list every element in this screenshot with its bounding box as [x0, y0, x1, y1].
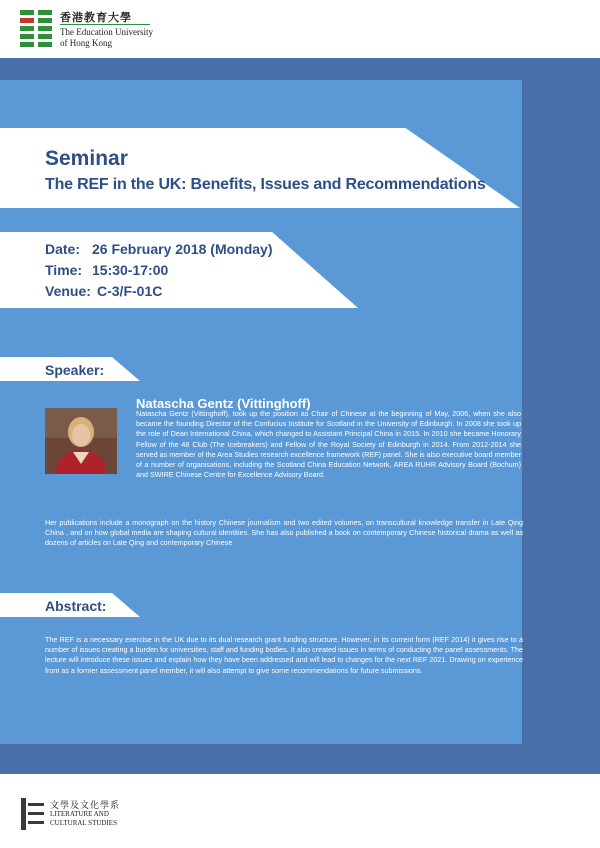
date-value: 26 February 2018 (Monday) — [92, 241, 273, 257]
speaker-bio: Natascha Gentz (Vittinghoff), took up the position as Chair of Chinese at the beginning of May, 2006, when she also became the founding Director of the Confucius Institute for Scotland in the University of Edinburgh. In 2008 she took up the role of Dean International China, which changed to Assistant Principal China in 2015. In 2010 she became Honorary Fellow of the 48 Club (The Icebreakers) and Fellow of the Royal Society of Edinburgh in 2014. From 2012-2014 she served as member of the Area Studies research excellence framework (REF) panel. She is also executive board member of a number of organisations, including the Scotland China Education Network, AREA RUHR Advisory Board (Bochum) and SWIRE Chinese Centre for Excellence Advisory Board. — [136, 409, 521, 480]
department-name-english-line2: CULTURAL STUDIES — [50, 819, 117, 827]
speaker-heading: Speaker: — [45, 362, 105, 378]
department-name-english-line1: LITERATURE AND — [50, 810, 109, 818]
abstract-text: The REF is a necessary exercise in the UK due to its dual research grant funding structure. However, in its current form (REF 2014) it gives rise to a number of issues creating a burden for universities, staff and funding bodies. It also created issues in terms of conducting the panel assessments. The lecture will introduce these issues and explain how they have been addressed and will lead to changes for the next REF 2021. Drawing on experience from as a former assessment panel member, it will also attempt to give some recommendations for future submissions. — [45, 635, 523, 675]
time-value: 15:30-17:00 — [92, 262, 169, 278]
venue-label: Venue: — [45, 283, 91, 299]
logo-divider — [60, 24, 150, 25]
venue-value: C-3/F-01C — [97, 283, 163, 299]
department-logo-icon — [20, 797, 46, 831]
time-label: Time: — [45, 262, 83, 278]
university-name-english-line2: of Hong Kong — [60, 38, 112, 48]
seminar-title: The REF in the UK: Benefits, Issues and Recommendations — [45, 176, 486, 193]
time-row — [45, 262, 169, 278]
date-label: Date: — [45, 241, 81, 257]
seminar-label: Seminar — [45, 147, 128, 170]
university-logo-icon — [20, 10, 54, 48]
abstract-heading: Abstract: — [45, 598, 107, 614]
speaker-name: Natascha Gentz (Vittinghoff) — [136, 396, 311, 411]
department-name-chinese: 文學及文化學系 — [50, 801, 121, 811]
venue-row — [45, 283, 163, 299]
speaker-photo — [45, 408, 117, 474]
university-name-chinese: 香港教育大學 — [60, 11, 132, 24]
university-name-english-line1: The Education University — [60, 27, 153, 37]
date-row — [45, 241, 273, 257]
speaker-publications: Her publications include a monograph on the history Chinese journalism and two edited volumes, on transcultural knowledge transfer in Late Qing China , and on how global media are shaping cultural identities. She has also published a book on contemporary Chinese historical drama as well as dozens of articles on Late Qing and contemporary Chinese — [45, 518, 523, 548]
